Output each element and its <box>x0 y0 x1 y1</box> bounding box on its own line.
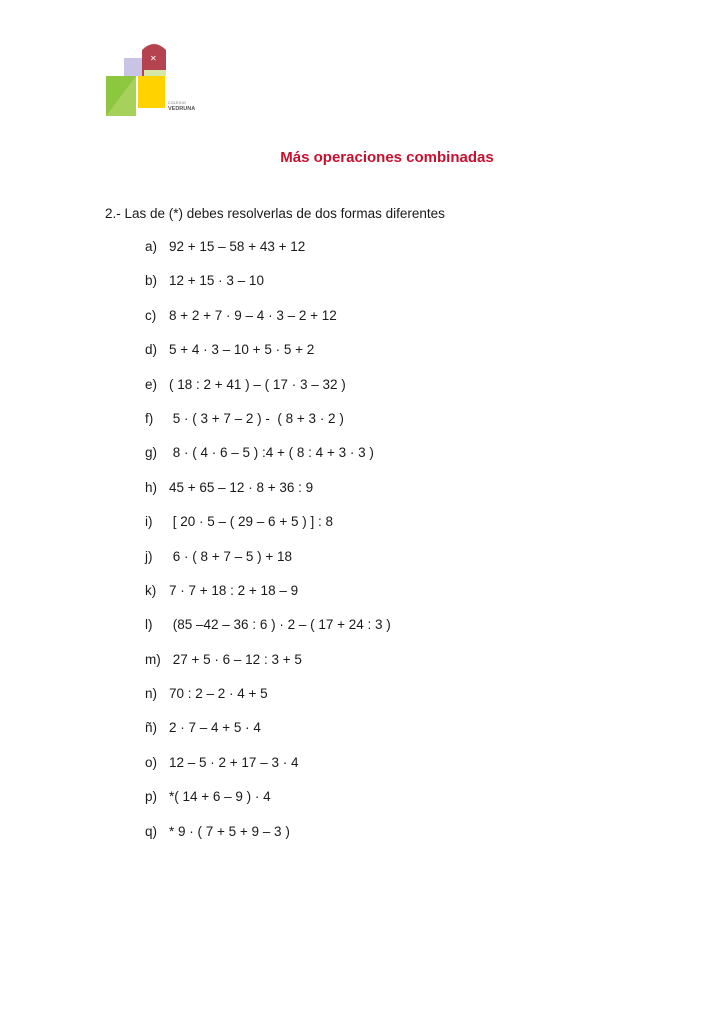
exercise-expression: 5 · ( 3 + 7 – 2 ) - ( 8 + 3 · 2 ) <box>169 410 344 426</box>
logo-school-name: VEDRUNA <box>168 106 196 112</box>
svg-text:✕: ✕ <box>150 54 157 63</box>
exercise-expression: 7 · 7 + 18 : 2 + 18 – 9 <box>169 582 299 598</box>
exercise-expression: 8 + 2 + 7 · 9 – 4 · 3 – 2 + 12 <box>169 307 337 323</box>
exercise-expression: 6 · ( 8 + 7 – 5 ) + 18 <box>169 548 293 564</box>
exercise-expression: 12 – 5 · 2 + 17 – 3 · 4 <box>169 754 299 770</box>
exercise-letter: d) <box>145 342 158 358</box>
exercise-item <box>145 646 391 680</box>
exercise-expression: [ 20 · 5 – ( 29 – 6 + 5 ) ] : 8 <box>169 514 333 530</box>
page-title: Más operaciones combinadas <box>280 149 494 166</box>
exercise-expression: (85 –42 – 36 : 6 ) · 2 – ( 17 + 24 : 3 ) <box>169 617 391 633</box>
exercise-letter: m) <box>145 651 161 667</box>
exercise-item <box>145 611 391 645</box>
exercise-item <box>145 405 391 439</box>
exercise-expression: * 9 · ( 7 + 5 + 9 – 3 ) <box>169 823 290 839</box>
exercise-letter: l) <box>145 617 153 633</box>
exercise-letter: q) <box>145 823 158 839</box>
exercise-expression: 27 + 5 · 6 – 12 : 3 + 5 <box>169 651 302 667</box>
exercise-item <box>145 336 391 370</box>
exercise-item <box>145 508 391 542</box>
exercise-expression: 45 + 65 – 12 · 8 + 36 : 9 <box>169 479 314 495</box>
exercise-letter: n) <box>145 686 158 702</box>
exercise-item <box>145 474 391 508</box>
exercise-expression: *( 14 + 6 – 9 ) · 4 <box>169 789 271 805</box>
exercise-item <box>145 267 391 301</box>
exercise-letter: p) <box>145 789 158 805</box>
exercise-item <box>145 233 391 267</box>
exercise-letter: k) <box>145 582 157 598</box>
exercise-expression: 8 · ( 4 · 6 – 5 ) :4 + ( 8 : 4 + 3 · 3 ) <box>169 445 374 461</box>
exercise-item <box>145 577 391 611</box>
exercise-expression: 12 + 15 · 3 – 10 <box>169 273 264 289</box>
exercise-item <box>145 783 391 817</box>
exercise-expression: 5 + 4 · 3 – 10 + 5 · 5 + 2 <box>169 342 315 358</box>
exercise-item <box>145 818 391 852</box>
exercise-letter: g) <box>145 445 158 461</box>
exercise-letter: o) <box>145 754 158 770</box>
logo-small-text: COLEGIO <box>168 101 187 105</box>
exercise-expression: ( 18 : 2 + 41 ) – ( 17 · 3 – 32 ) <box>169 376 346 392</box>
exercise-item <box>145 439 391 473</box>
exercise-list <box>145 233 391 852</box>
exercise-letter: c) <box>145 307 157 323</box>
exercise-item <box>145 371 391 405</box>
exercise-letter: h) <box>145 479 158 495</box>
exercise-letter: a) <box>145 239 158 254</box>
exercise-letter: j) <box>145 548 153 564</box>
exercise-expression: 92 + 15 – 58 + 43 + 12 <box>169 239 306 254</box>
exercise-expression: 70 : 2 – 2 · 4 + 5 <box>169 686 268 702</box>
exercise-item <box>145 680 391 714</box>
exercise-letter: e) <box>145 376 158 392</box>
instruction-text: 2.- Las de (*) debes resolverlas de dos formas diferentes <box>105 206 445 221</box>
exercise-item <box>145 714 391 748</box>
logo-yellow-block <box>138 76 165 108</box>
exercise-item <box>145 749 391 783</box>
exercise-expression: 2 · 7 – 4 + 5 · 4 <box>169 720 261 736</box>
exercise-item <box>145 302 391 336</box>
exercise-letter: ñ) <box>145 720 158 736</box>
exercise-item <box>145 543 391 577</box>
logo-light-green-band <box>144 70 166 76</box>
exercise-letter: b) <box>145 273 158 289</box>
exercise-letter: i) <box>145 514 153 530</box>
exercise-letter: f) <box>145 410 154 426</box>
logo-lavender-block <box>124 58 144 76</box>
